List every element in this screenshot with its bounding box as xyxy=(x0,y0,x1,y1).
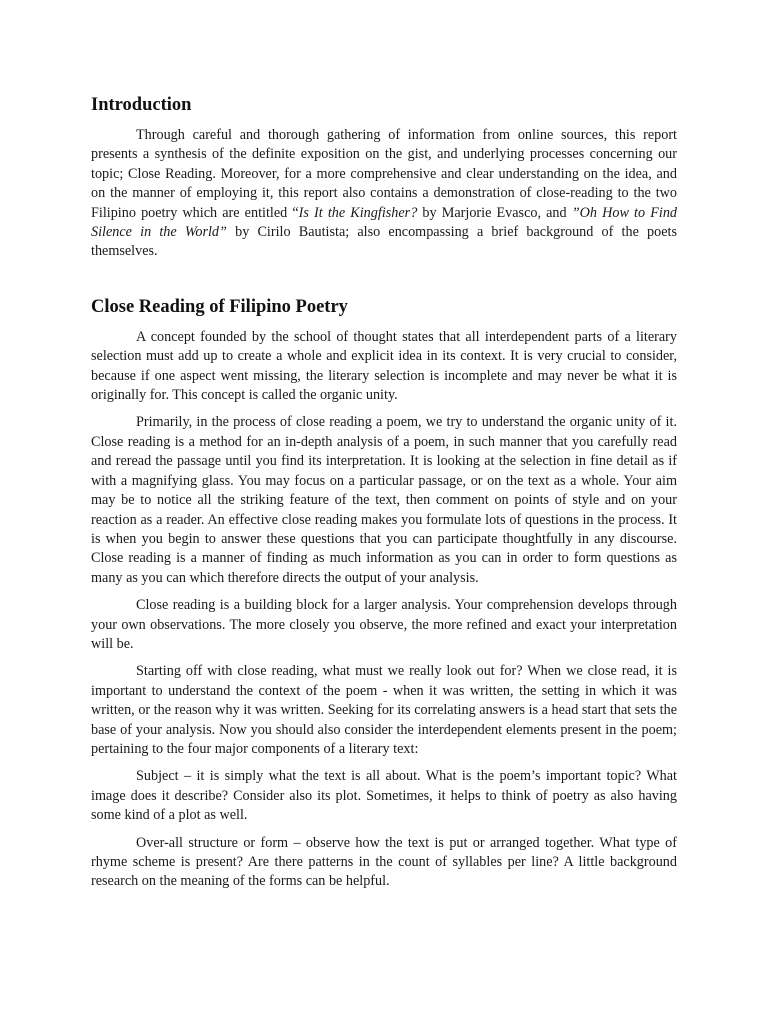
intro-text-part-3: by Cirilo Bautista; also encompassing a brief background of the poets themselves. xyxy=(91,224,677,260)
paragraph-context: Starting off with close reading, what must we really look out for? When we close read, it is important to understand the context of the poem - when it was written, the setting in which it was written, or the reason why it was written. Seeking for its correlating answers is a head start that sets the base of your analysis. Now you should also consider the interdependent elements present in the poem; pertaining to the four major components of a literary text: xyxy=(91,663,677,757)
intro-text-part-1: Through careful and thorough gathering of information from online sources, this report presents a synthesis of the definite exposition on the gist, and underlying processes concerning our topic; Close Reading. Moreover, for a more comprehensive and clear understanding on the idea, and on the manner of employing it, this report also contains a demonstration of close-reading to the two Filipino poetry which are entitled “ xyxy=(91,127,677,221)
paragraph-close-reading-method: Primarily, in the process of close reading a poem, we try to understand the organic unity of it. Close reading is a method for an in-depth analysis of a poem, in such manner that you carefully read and reread the passage until you find its interpretation. It is looking at the selection in fine detail as if with a magnifying glass. You may focus on a particular passage, or on the text as a whole. Your aim may be to notice all the striking feature of the text, then comment on points of style and on your reaction as a reader. An effective close reading makes you formulate lots of questions in the process. It is when you begin to answer these questions that you can participate thoughtfully in any discourse. Close reading is a manner of finding as much information as you can in order to form questions as many as you can which therefore directs the output of your analysis. xyxy=(91,414,677,586)
paragraph-structure-form: Over-all structure or form – observe how the text is put or arranged together. What type of rhyme scheme is present? Are there patterns in the count of syllables per line? A little background research on the meaning of the forms can be helpful. xyxy=(91,834,677,890)
poem-title-silence: ”Oh How to Find Silence in the World” xyxy=(91,204,678,241)
section-spacer xyxy=(91,262,677,296)
close-reading-heading: Close Reading of Filipino Poetry xyxy=(91,296,348,317)
paragraph-organic-unity: A concept founded by the school of thought states that all interdependent parts of a literary selection must add up to create a whole and explicit idea in its context. It is very crucial to consider, because if one aspect went missing, the literary selection is incomplete and may never be what it is originally for. This concept is called the organic unity. xyxy=(91,328,677,404)
paragraph-subject: Subject – it is simply what the text is all about. What is the poem’s important topic? What image does it describe? Consider also its plot. Sometimes, it helps to think of poetry as also having some kind of a plot as well. xyxy=(91,768,677,824)
intro-text-part-2: by Marjorie Evasco, and xyxy=(417,204,572,221)
paragraph-building-block: Close reading is a building block for a larger analysis. Your comprehension develops through your own observations. The more closely you observe, the more refined and exact your interpretation will be. xyxy=(91,597,677,652)
introduction-paragraph xyxy=(91,126,677,262)
poem-title-kingfisher: Is It the Kingfisher? xyxy=(298,204,418,221)
introduction-heading: Introduction xyxy=(91,95,192,115)
document-page xyxy=(91,94,677,892)
